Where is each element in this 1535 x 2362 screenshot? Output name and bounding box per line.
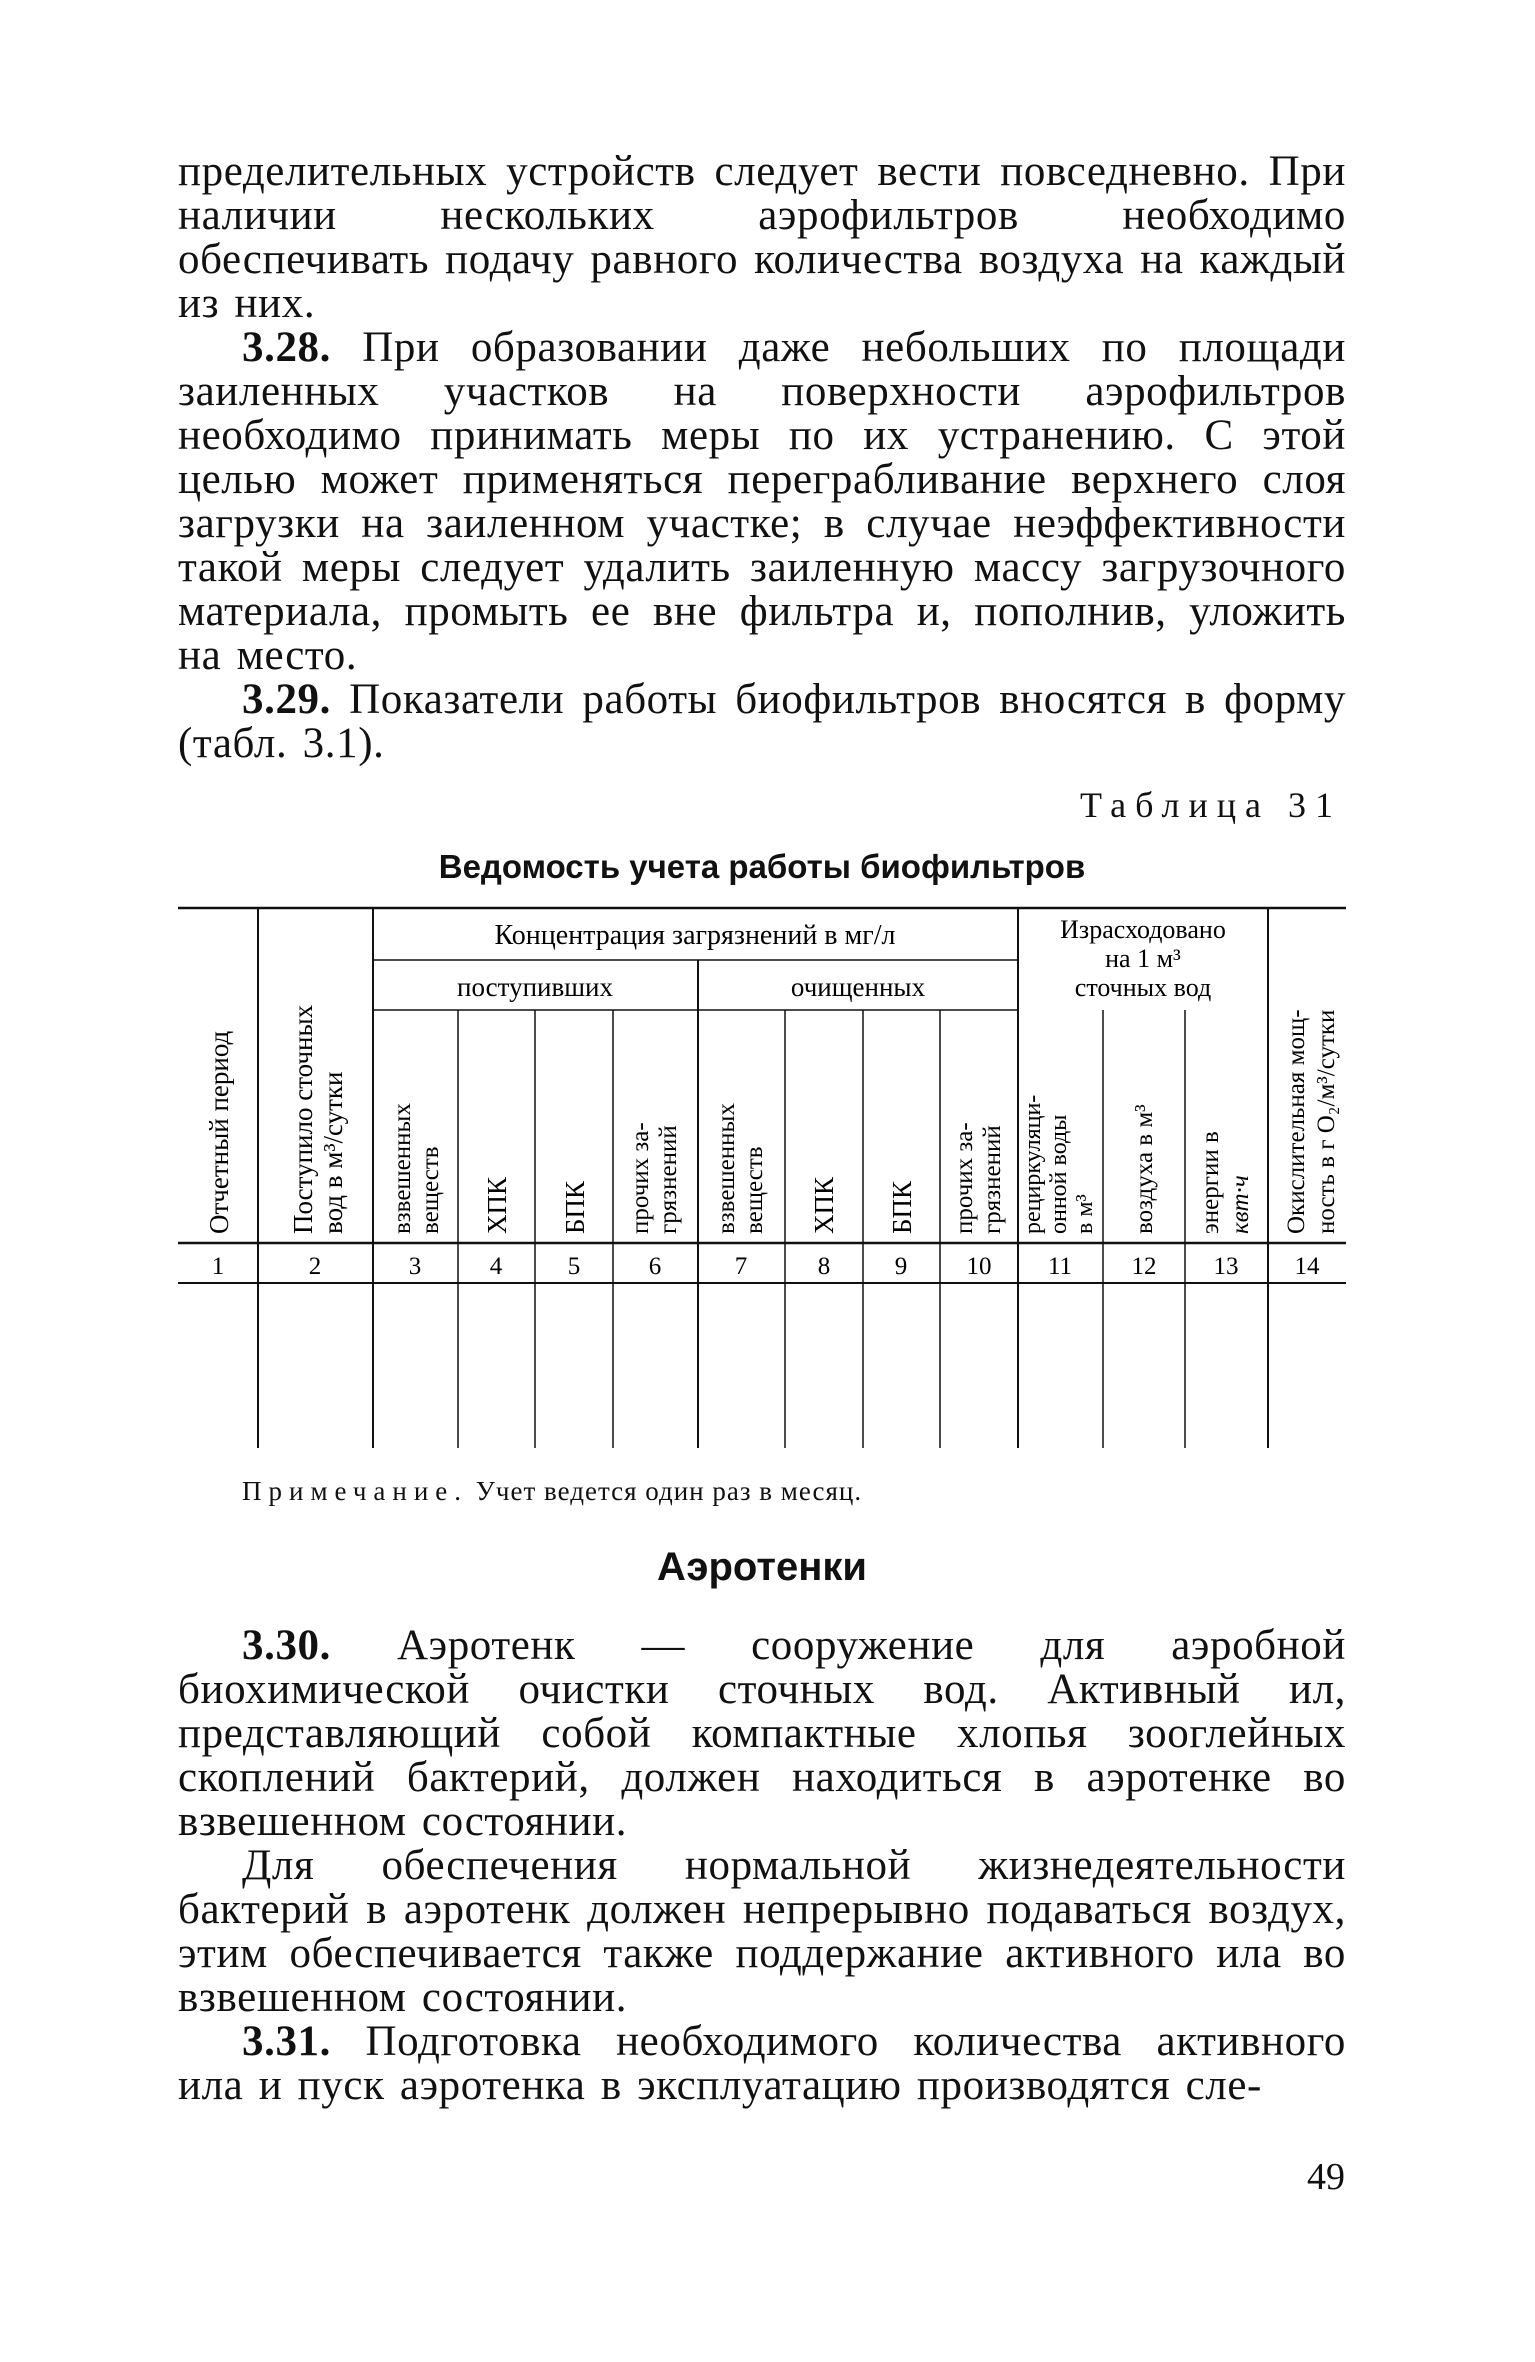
table-label: Таблица 31 <box>1080 785 1342 825</box>
col-number: 8 <box>817 1253 831 1280</box>
col-suspended-out-line1: взвешенных <box>713 1103 740 1234</box>
col-number: 7 <box>734 1253 748 1280</box>
header-spent-1: Израсходовано <box>1060 915 1226 944</box>
section-title: Аэротенки <box>657 1545 867 1589</box>
col-suspended-in-line1: взвешенных <box>389 1103 416 1234</box>
header-cleaned: очищенных <box>790 972 926 1002</box>
paragraph-aeration: Для обеспечения нормальной жизнедеятельности бактерий в аэротенк должен непрерывно подаваться воздух, этим обеспечивается также поддержание активного ила во взвешенном состоянии. <box>178 1842 1346 2021</box>
col-number: 1 <box>211 1253 225 1280</box>
paragraph-3-30: 3.30. Аэротенк — сооружение для аэробной биохимической очистки сточных вод. Активный ил, представляющий собой компактные хлопья зооглейных скоплений бактерий, должен находиться в аэротенке во взвешенном состоянии. <box>178 1622 1346 1845</box>
col-period-header: Отчетный период <box>204 1030 234 1234</box>
biofilter-table <box>178 904 1346 1448</box>
col-air: воздуха в м³ <box>1131 1104 1158 1234</box>
col-oxidation-line1: Окислительная мощ- <box>1283 1009 1310 1234</box>
col-recirc-line1: рециркуляци- <box>1020 1094 1046 1234</box>
paragraph-continuation: пределительных устройств следует вести повседневно. При наличии нескольких аэрофильтров необходимо обеспечивать подачу равного количества воздуха на каждый из них. <box>178 148 1346 327</box>
col-inflow-header-line2: вод в м³/сутки <box>318 1071 348 1234</box>
col-number: 10 <box>966 1253 992 1280</box>
col-oxidation-line2: ность в г О₂/м³/сутки <box>1313 1009 1340 1234</box>
col-other-out-line1: прочих за- <box>951 1122 978 1234</box>
col-other-in-line1: прочих за- <box>627 1122 654 1234</box>
col-cod-in: ХПК <box>482 1176 512 1234</box>
header-spent-3: сточных вод <box>1074 973 1212 1002</box>
col-other-in-line2: грязнений <box>655 1125 682 1234</box>
col-cod-out: ХПК <box>809 1176 839 1234</box>
col-suspended-out-line2: веществ <box>741 1146 768 1234</box>
header-spent-2: на 1 м³ <box>1105 944 1181 973</box>
col-energy-line2: квт·ч <box>1227 1175 1254 1234</box>
table-note: Примечание. Учет ведется один раз в месяц. <box>242 1476 863 1506</box>
page-content <box>178 150 1346 2108</box>
col-number: 6 <box>648 1253 662 1280</box>
col-recirc-line2: онной воды <box>1046 1114 1072 1234</box>
col-inflow-header-line1: Поступило сточных <box>288 1004 318 1234</box>
col-number: 14 <box>1294 1253 1320 1280</box>
page-number: 49 <box>1307 2156 1345 2198</box>
paragraph-3-28: 3.28. При образовании даже небольших по площади заиленных участков на поверхности аэрофильтров необходимо принимать меры по их устранению. С этой целью может применяться переграбливание верхнего слоя загрузки на заиленном участке; в случае неэффективности такой меры следует удалить заиленную массу загрузочного материала, промыть ее вне фильтра и, пополнив, уложить на место. <box>178 324 1346 679</box>
col-energy-line1: энергии в <box>1197 1131 1224 1234</box>
col-number: 2 <box>308 1253 322 1280</box>
table-title: Ведомость учета работы биофильтров <box>438 848 1086 885</box>
paragraph-3-29: 3.29. Показатели работы биофильтров вносятся в форму (табл. 3.1). <box>178 676 1346 767</box>
header-concentration: Концентрация загрязнений в мг/л <box>494 920 896 951</box>
col-number: 9 <box>894 1253 908 1280</box>
paragraph-3-31: 3.31. Подготовка необходимого количества активного ила и пуск аэротенка в эксплуатацию производятся сле- <box>178 2018 1346 2109</box>
col-number: 3 <box>408 1253 422 1280</box>
col-number: 13 <box>1213 1253 1239 1280</box>
header-incoming: поступивших <box>457 972 613 1002</box>
col-other-out-line2: грязнений <box>979 1125 1006 1234</box>
col-suspended-in-line2: веществ <box>417 1146 444 1234</box>
col-number: 11 <box>1047 1253 1073 1280</box>
col-bod-in: БПК <box>560 1180 590 1234</box>
col-number: 4 <box>489 1253 503 1280</box>
col-number: 5 <box>567 1253 581 1280</box>
col-number: 12 <box>1131 1253 1157 1280</box>
col-bod-out: БПК <box>887 1180 917 1234</box>
col-recirc-line3: в м³ <box>1072 1194 1098 1234</box>
